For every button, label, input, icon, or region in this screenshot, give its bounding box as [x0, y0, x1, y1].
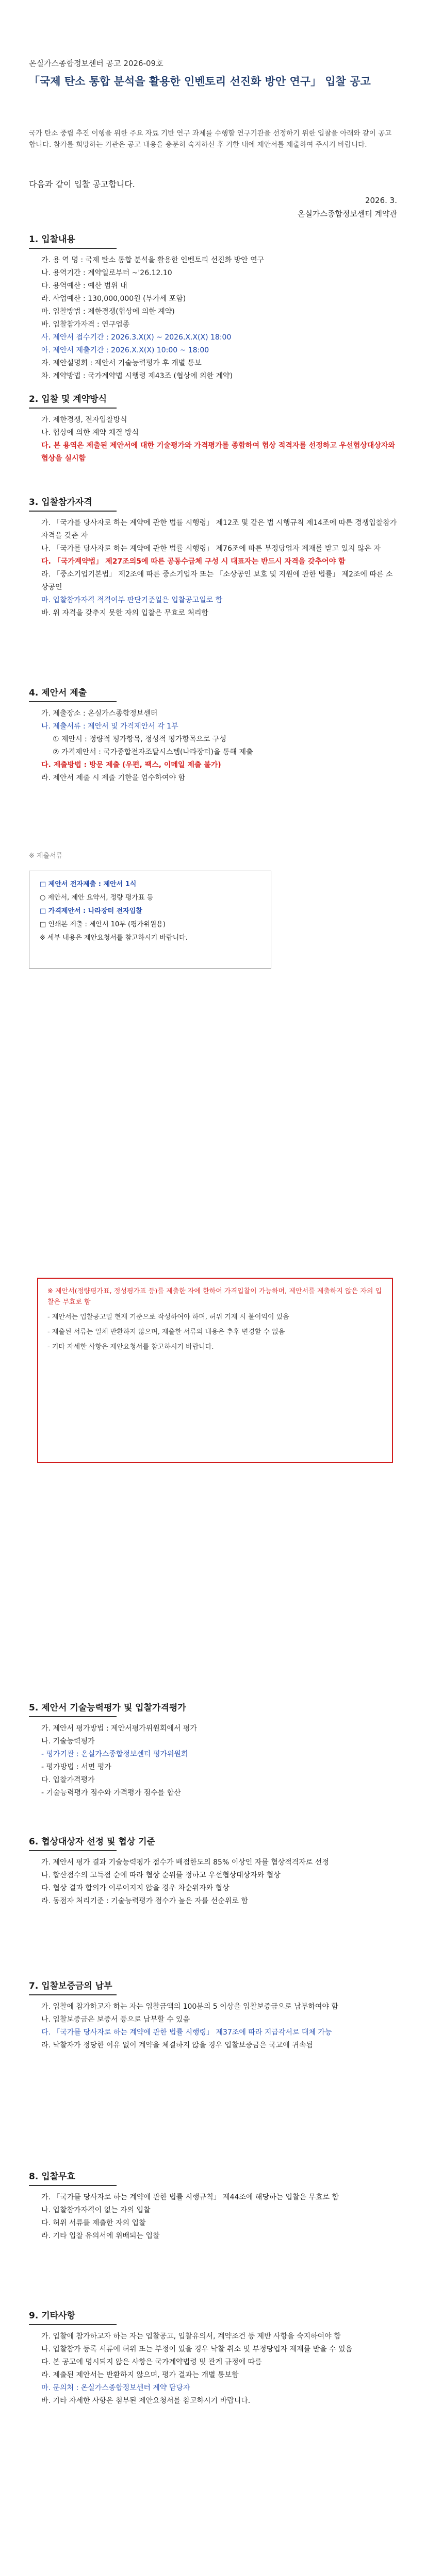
list-item: 나. 용역기간 : 계약일로부터 ~'26.12.10 [41, 269, 172, 277]
page-title: 「국제 탄소 통합 분석을 활용한 인벤토리 선진화 방안 연구」 입찰 공고 [29, 75, 371, 88]
section-heading: 2. 입찰 및 계약방식 [29, 392, 397, 409]
section-sections2-2 [29, 1978, 397, 2052]
section-list [29, 2001, 397, 2052]
list-item: 다. 용역예산 : 예산 범위 내 [41, 282, 127, 290]
list-item: 가. 용 역 명 : 국제 탄소 통합 분석을 활용한 인벤토리 선진화 방안 연구 [41, 256, 265, 264]
list-item: 나. 기술능력평가 [41, 1737, 95, 1745]
section-heading: 8. 입찰무효 [29, 2169, 397, 2186]
section-list [29, 414, 397, 465]
box-line-4: □ 인쇄본 제출 : 제안서 10부 (평가위원용) [40, 921, 166, 928]
list-item: 다. 「국가계약법」 제27조의5에 따른 공동수급체 구성 시 대표자는 반드시 자격을 갖추어야 함 [41, 557, 346, 566]
list-item: 바. 기타 자세한 사항은 첨부된 제안요청서를 참고하시기 바랍니다. [41, 2397, 251, 2405]
list-item: 마. 입찰방법 : 제한경쟁(협상에 의한 계약) [41, 308, 175, 316]
section-sections-3 [29, 685, 397, 785]
section-sections-2 [29, 495, 397, 620]
section-heading: 3. 입찰참가자격 [29, 495, 397, 512]
list-item: 다. 협상 결과 합의가 이루어지지 않을 경우 차순위자와 협상 [41, 1884, 230, 1892]
list-item: 라. 제안서 제출 시 제출 기한을 엄수하여야 함 [41, 774, 186, 782]
section-heading: 4. 제안서 제출 [29, 685, 397, 702]
list-item: 가. 제출장소 : 온실가스종합정보센터 [41, 709, 158, 718]
list-item: 다. 허위 서류를 제출한 자의 입찰 [41, 2219, 146, 2227]
list-item: 나. 제출서류 : 제안서 및 가격제안서 각 1부 [41, 722, 178, 731]
list-item: ② 가격제안서 : 국가종합전자조달시스템(나라장터)을 통해 제출 [53, 748, 253, 756]
list-item: 라. 「중소기업기본법」 제2조에 따른 중소기업자 또는 「소상공인 보호 및 지원에 관한 법률」 제2조에 따른 소상공인 [41, 570, 393, 591]
section-sections2-4 [29, 2308, 397, 2408]
section-heading: 5. 제안서 기술능력평가 및 입찰가격평가 [29, 1700, 397, 1717]
section-heading: 9. 기타사항 [29, 2308, 397, 2325]
section-sections2-0 [29, 1700, 397, 1800]
section-list [29, 517, 397, 620]
list-item: 라. 제출된 제안서는 반환하지 않으며, 평가 결과는 개별 통보함 [41, 2371, 239, 2379]
list-item: 라. 기타 입찰 유의서에 위배되는 입찰 [41, 2232, 160, 2240]
list-item: 나. 입찰보증금은 보증서 등으로 납부할 수 있음 [41, 2015, 190, 2024]
caution-line-4: - 기타 자세한 사항은 제안요청서를 참고하시기 바랍니다. [47, 1343, 214, 1351]
lead-text: 다음과 같이 입찰 공고합니다. [29, 179, 135, 189]
list-item: 바. 위 자격을 갖추지 못한 자의 입찰은 무효로 처리함 [41, 609, 209, 617]
notice-org: 온실가스종합정보센터 계약관 [297, 209, 397, 218]
intro-paragraph: 국가 탄소 중립 추진 이행을 위한 주요 자료 기반 연구 과제를 수행할 연구기관을 선정하기 위한 입찰을 아래와 같이 공고합니다. 참가를 희망하는 기관은 공고 내용을 충분히 숙지하신 후 기한 내에 제안서를 제출하여 주시기 바랍니다. [29, 129, 392, 149]
list-item: 라. 동점자 처리기준 : 기술능력평가 점수가 높은 자를 선순위로 함 [41, 1897, 248, 1905]
list-item: 라. 낙찰자가 정당한 이유 없이 계약을 체결하지 않을 경우 입찰보증금은 국고에 귀속됨 [41, 2041, 313, 2049]
list-item: 바. 입찰참가자격 : 연구업종 [41, 320, 130, 329]
list-item: 나. 합산점수의 고득점 순에 따라 협상 순위를 정하고 우선협상대상자와 협상 [41, 1871, 281, 1879]
list-item: 마. 문의처 : 온실가스종합정보센터 계약 담당자 [41, 2384, 190, 2392]
list-item: 사. 제안서 접수기간 : 2026.3.X(X) ~ 2026.X.X(X) 18:00 [41, 333, 232, 342]
list-item: 나. 입찰참가 등록 서류에 허위 또는 부정이 있을 경우 낙찰 취소 및 부정당업자 제재를 받을 수 있음 [41, 2345, 353, 2353]
list-item: 마. 입찰참가자격 적격여부 판단기준일은 입찰공고일로 함 [41, 596, 223, 604]
notice-date: 2026. 3. [365, 196, 397, 205]
section-list [29, 2330, 397, 2408]
list-item: 나. 「국가를 당사자로 하는 계약에 관한 법률 시행령」 제76조에 따른 부정당업자 제재를 받고 있지 않은 자 [41, 545, 381, 553]
section-list [29, 254, 397, 383]
list-item: 차. 계약방법 : 국가계약법 시행령 제43조 (협상에 의한 계약) [41, 372, 233, 380]
caution-box [37, 1278, 393, 1463]
section-sections-1 [29, 392, 397, 465]
section-heading: 7. 입찰보증금의 납부 [29, 1978, 397, 1995]
list-item: 다. 본 용역은 제출된 제안서에 대한 기술평가와 가격평가를 종합하여 협상 적격자를 선정하고 우선협상대상자와 협상을 실시함 [41, 442, 395, 463]
list-item: - 평가방법 : 서면 평가 [41, 1763, 111, 1771]
list-item: 다. 제출방법 : 방문 제출 (우편, 팩스, 이메일 제출 불가) [41, 761, 221, 769]
list-item: 다. 「국가를 당사자로 하는 계약에 관한 법률 시행령」 제37조에 따라 지급각서로 대체 가능 [41, 2028, 332, 2037]
list-item: - 평가기관 : 온실가스종합정보센터 평가위원회 [41, 1750, 188, 1758]
list-item: 가. 제한경쟁, 전자입찰방식 [41, 416, 127, 424]
section-heading: 6. 협상대상자 선정 및 협상 기준 [29, 1834, 397, 1851]
caution-line-3: - 제출된 서류는 일체 반환하지 않으며, 제출한 서류의 내용은 추후 변경할 수 없음 [47, 1328, 285, 1336]
caution-line-1: ※ 제안서(정량평가표, 정성평가표 등)를 제출한 자에 한하여 가격입찰이 가능하며, 제안서를 제출하지 않은 자의 입찰은 무효로 함 [47, 1287, 382, 1306]
list-item: 가. 「국가를 당사자로 하는 계약에 관한 법률 시행규칙」 제44조에 해당하는 입찰은 무효로 함 [41, 2193, 339, 2201]
section-list [29, 1722, 397, 1800]
section-list [29, 707, 397, 785]
box-line-1: □ 제안서 전자제출 : 제안서 1식 [40, 880, 137, 888]
list-item: 다. 입찰가격평가 [41, 1776, 95, 1784]
list-item: 라. 사업예산 : 130,000,000원 (부가세 포함) [41, 295, 186, 303]
list-item: 가. 입찰에 참가하고자 하는 자는 입찰금액의 100분의 5 이상을 입찰보증금으로 납부하여야 함 [41, 2003, 338, 2011]
section-list [29, 1856, 397, 1908]
section-sections-0 [29, 232, 397, 383]
box-line-5: ※ 세부 내용은 제안요청서를 참고하시기 바랍니다. [40, 934, 188, 942]
list-item: - 기술능력평가 점수와 가격평가 점수를 합산 [41, 1789, 181, 1797]
notice-number: 온실가스종합정보센터 공고 2026-09호 [29, 59, 163, 68]
list-item: 나. 입찰참가자격이 없는 자의 입찰 [41, 2206, 151, 2214]
submission-note: ※ 제출서류 [29, 852, 63, 860]
list-item: 다. 본 공고에 명시되지 않은 사항은 국가계약법령 및 관계 규정에 따름 [41, 2358, 262, 2366]
section-sections2-3 [29, 2169, 397, 2243]
section-heading: 1. 입찰내용 [29, 232, 397, 249]
caution-line-2: - 제안서는 입찰공고일 현재 기준으로 작성하여야 하며, 허위 기재 시 불이익이 있음 [47, 1313, 289, 1321]
submission-box [29, 871, 271, 969]
section-sections2-1 [29, 1834, 397, 1908]
list-item: 가. 입찰에 참가하고자 하는 자는 입찰공고, 입찰유의서, 계약조건 등 제반 사항을 숙지하여야 함 [41, 2332, 341, 2341]
section-list [29, 2191, 397, 2243]
list-item: 가. 제안서 평가방법 : 제안서평가위원회에서 평가 [41, 1724, 197, 1733]
list-item: 아. 제안서 제출기간 : 2026.X.X(X) 10:00 ~ 18:00 [41, 346, 209, 354]
list-item: 나. 협상에 의한 계약 체결 방식 [41, 429, 139, 437]
list-item: 가. 「국가를 당사자로 하는 계약에 관한 법률 시행령」 제12조 및 같은 법 시행규칙 제14조에 따른 경쟁입찰참가자격을 갖춘 자 [41, 519, 397, 540]
list-item: 자. 제안설명회 : 제안서 기술능력평가 후 개별 통보 [41, 359, 202, 367]
list-item: 가. 제안서 평가 결과 기술능력평가 점수가 배점한도의 85% 이상인 자를 협상적격자로 선정 [41, 1858, 329, 1867]
list-item: ① 제안서 : 정량적 평가항목, 정성적 평가항목으로 구성 [53, 735, 226, 743]
box-line-2: ○ 제안서, 제안 요약서, 정량 평가표 등 [40, 894, 154, 902]
box-line-3: □ 가격제안서 : 나라장터 전자입찰 [40, 907, 142, 915]
